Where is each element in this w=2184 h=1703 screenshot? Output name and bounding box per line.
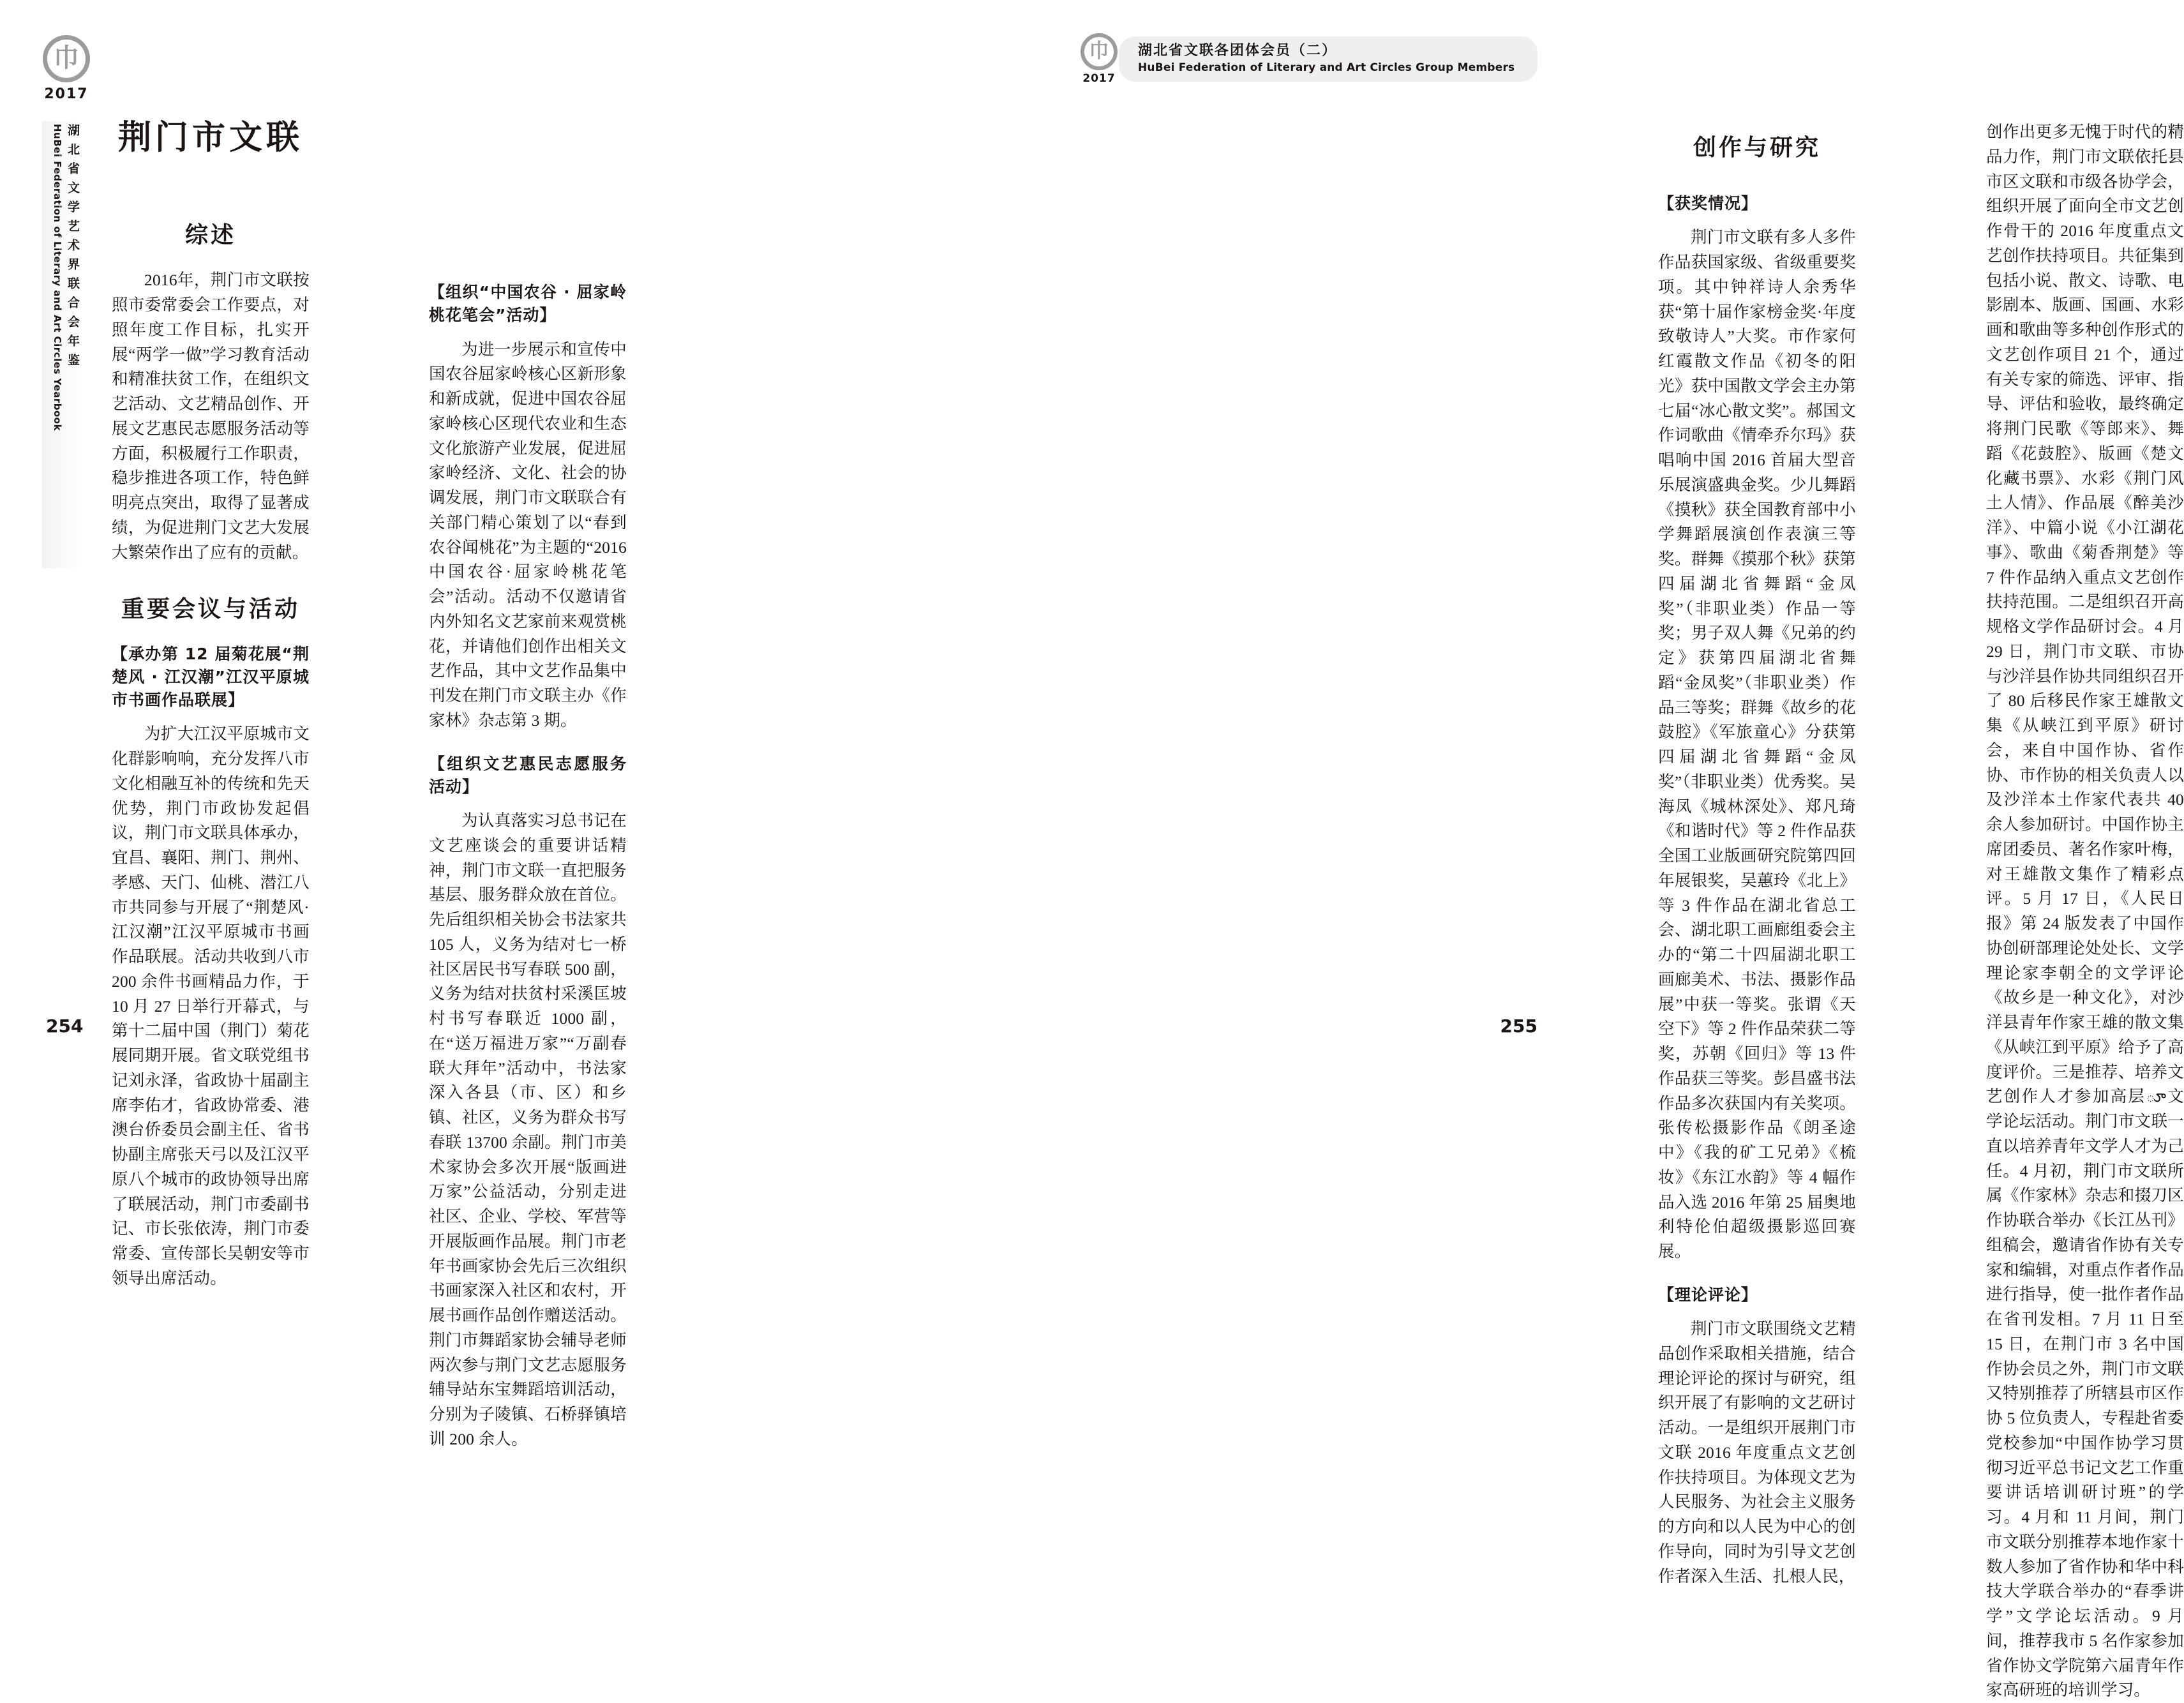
right-page <box>791 0 2184 1700</box>
paragraph-taohua-event: 为进一步展示和宣传中国农谷屈家岭核心区新形象和新成就，促进中国农谷屈家岭核心区现代农业和生态文化旅游产业发展，促进屈家岭经济、文化、社会的协调发展，荆门市文联联合有关部门精心策划了以“春到农谷闻桃花”为主题的“2016 中国农谷·屈家岭桃花笔会”活动。活动不仅邀请省内外知名文艺家前来观赏桃花，并请他们创作出相关文艺作品，其中文艺作品集中刊发在荆门市文联主办《作家林》杂志第 3 期。 <box>429 340 627 730</box>
folio-left: 254 <box>46 1016 84 1037</box>
running-head-title-cn: 湖北省文联各团体会员（二） <box>1138 42 1338 59</box>
left-column-1 <box>112 120 310 1291</box>
logo-year-label: 2017 <box>44 86 89 102</box>
paragraph-overview: 2016年，荆门市文联按照市委常委会工作要点，对照年度工作目标，扎实开展“两学一做”学习教育活动和精准扶贫工作，在组织文艺活动、文艺精品创作、开展文艺惠民志愿服务活动等方面，积极履行工作职责，稳步推进各项工作，特色鲜明亮点突出，取得了显著成绩，为促进荆门文艺大发展大繁荣作出了应有的贡献。 <box>112 271 310 562</box>
page-title: 荆门市文联 <box>117 119 303 157</box>
spine-title-cn: 湖北省文学艺术界联合会年鉴 <box>66 124 80 373</box>
running-head-year: 2017 <box>1082 72 1116 85</box>
running-head-title-en: HuBei Federation of Literary and Art Circles Group Members <box>1138 61 1515 75</box>
paragraph-theory-review: 荆门市文联围绕文艺精品创作采取相关措施，结合理论评论的探讨与研究，组织开展了有影响的文艺研讨活动。一是组织开展荆门市文联 2016 年度重点文艺创作扶持项目。为体现文艺为人民服务、为社会主义服务的方向和以人民为中心的创作导向，同时为引导文艺创作者深入生活、扎根人民， <box>1658 1319 1856 1586</box>
running-head-plate <box>1119 36 1537 82</box>
paragraph-exhibition: 为扩大江汉平原城市文化群影响响，充分发挥八市文化相融互补的传统和先天优势，荆门市政协发起倡议，荆门市文联具体承办，宜昌、襄阳、荆门、荆州、孝感、天门、仙桃、潜江八市共同参与开展了“荆楚风·江汉潮”江汉平原城市书画作品联展。活动共收到八市 200 余件书画精品力作，于 10 月 27 日举行开幕式，与第十二届中国（荆门）菊花展同期开展。省文联党组书记刘永泽，省政协十届副主席李佑才，省政协常委、港澳台侨委员会副主任、省书协副主席张天弓以及江汉平原八个城市的政协领导出席了联展活动，荆门市委副书记、市长张依涛，荆门市委常委、宣传部长吴朝安等市领导出席活动。 <box>112 724 310 1287</box>
right-column-1 <box>1658 134 1856 1589</box>
heading-volunteer-service: 【组织文艺惠民志愿服务活动】 <box>429 754 627 796</box>
running-head <box>1075 33 1537 85</box>
federation-emblem-icon <box>43 35 90 82</box>
spine-band <box>42 121 82 568</box>
paragraph-volunteer-service: 为认真落实习总书记在文艺座谈会的重要讲话精神，荆门市文联一直把服务基层、服务群众放在首位。先后组织相关协会书法家共 105 人，义务为结对七一桥社区居民书写春联 500 副，义务为结对扶贫村采溪匡坡村书写春联近 1000 副，在“送万福进万家”“万副春联大拜年”活动中，书法家深入各县（市、区）和乡镇、社区，义务为群众书写春联 13700 余副。荆门市美术家协会多次开展“版画进万家”公益活动，分别走进社区、企业、学校、军营等开展版画作品展。荆门市老年书画家协会先后三次组织书画家深入社区和农村，开展书画作品创作赠送活动。荆门市舞蹈家协会辅导老师两次参与荆门文艺志愿服务辅导站东宝舞蹈培训活动，分别为子陵镇、石桥驿镇培训 200 余人。 <box>429 811 627 1448</box>
emblem-glyph: 巾 <box>1089 39 1109 63</box>
left-page <box>0 0 791 1448</box>
spine-title-en: HuBei Federation of Literary and Art Circles Yearbook <box>52 124 63 431</box>
heading-overview: 综述 <box>184 222 236 249</box>
paragraph-awards: 荆门市文联有多人多件作品获国家级、省级重要奖项。其中钟祥诗人余秀华获“第十届作家榜金奖·年度致敬诗人”大奖。市作家何红霞散文作品《初冬的阳光》获中国散文学会主办第七届“冰心散文奖”。郝国文作词歌曲《情牵乔尔玛》获唱响中国 2016 首届大型音乐展演盛典金奖。少儿舞蹈《摸秋》获全国教育部中小学舞蹈展演创作表演三等奖。群舞《摸那个秋》获第四届湖北省舞蹈“金凤奖”（非职业类）作品一等奖；男子双人舞《兄弟的约定》获第四届湖北省舞蹈“金凤奖”（非职业类）作品三等奖；群舞《故乡的花鼓腔》《军旅童心》分获第四届湖北省舞蹈“金凤奖”（非职业类）优秀奖。吴海凤《城林深处》、郑凡琦《和谐时代》等 2 件作品获全国工业版画研究院第四回年展银奖，吴蕙玲《北上》等 3 件作品在湖北省总工会、湖北职工画廊组委会主办的“第二十四届湖北职工画廊美术、书法、摄影作品展”中获一等奖。张谓《天空下》等 2 件作品荣获二等奖，苏朝《回归》等 13 件作品获三等奖。彭昌盛书法作品多次获国内有关奖项。张传松摄影作品《朗圣途中》《我的矿工兄弟》《梳妆》《东江水韵》等 4 幅作品入选 2016 年第 25 届奥地利特伦伯超级摄影巡回赛展。 <box>1658 228 1856 1261</box>
federation-emblem-icon <box>1081 33 1118 70</box>
left-column-2 <box>429 281 627 1452</box>
heading-taohua-event: 【组织“中国农谷 · 屈家岭桃花笔会”活动】 <box>429 283 627 325</box>
heading-awards: 【获奖情况】 <box>1658 194 1758 213</box>
heading-important-meetings: 重要会议与活动 <box>121 596 300 623</box>
right-column-2 <box>1986 120 2184 1703</box>
heading-exhibition: 【承办第 12 届菊花展“荆楚风 · 江汉潮”江汉平原城市书画作品联展】 <box>112 644 310 710</box>
heading-theory-review: 【理论评论】 <box>1658 1285 1758 1304</box>
paragraph-continuation: 创作出更多无愧于时代的精品力作，荆门市文联依托县市区文联和市级各协学会，组织开展了面向全市文艺创作骨干的 2016 年度重点文艺创作扶持项目。共征集到包括小说、散文、诗歌、电影剧本、版画、国画、水彩画和歌曲等多种创作形式的文艺创作项目 21 个，通过有关专家的筛选、评审、指导、评估和验收，最终确定将荆门民歌《等郎来》、舞蹈《花鼓腔》、版画《楚文化藏书票》、水彩《荆门风土人情》、作品展《醉美沙洋》、中篇小说《小江湖花事》、歌曲《菊香荆楚》等 7 件作品纳入重点文艺创作扶持范围。二是组织召开高规格文学作品研讨会。4 月 29 日，荆门市文联、市协与沙洋县作协共同组织召开了 80 后移民作家王雄散文集《从峡江到平原》研讨会，来自中国作协、省作协、市作协的相关负责人以及沙洋本土作家代表共 40 余人参加研讨。中国作协主席团委员、著名作家叶梅，对王雄散文集作了精彩点评。5 月 17 日，《人民日报》第 24 版发表了中国作协创研部理论处处长、文学理论家李朝全的文学评论《故乡是一种文化》，对沙洋县青年作家王雄的散文集《从峡江到平原》给予了高度评价。三是推荐、培养文艺创作人才参加高层ూ文学论坛活动。荆门市文联一直以培养青年文学人才为己任。4 月初，荆门市文联所属《作家林》杂志和掇刀区作协联合举办《长江丛刊》组稿会，邀请省作协有关专家和编辑，对重点作者作品进行指导，使一批作者作品在省刊发相。7 月 11 日至 15 日，在荆门市 3 名中国作协会员之外，荆门市文联又特别推荐了所辖县市区作协 5 位负责人，专程赴省委党校参加“中国作协学习贯彻习近平总书记文艺工作重要讲话培训研讨班”的学习。4 月和 11 月间，荆门市文联分别推荐本地作家十数人参加了省作协和华中科技大学联合举办的“春季讲学”文学论坛活动。9 月间，推荐我市 5 名作家参加省作协文学院第六届青年作家高研班的培训学习。 <box>1986 123 2184 1700</box>
running-head-logo <box>1075 33 1123 85</box>
emblem-glyph: 巾 <box>54 43 79 73</box>
section-title-creation-research: 创作与研究 <box>1693 135 1821 161</box>
folio-right: 255 <box>1500 1016 1537 1037</box>
book-logo <box>38 35 94 102</box>
